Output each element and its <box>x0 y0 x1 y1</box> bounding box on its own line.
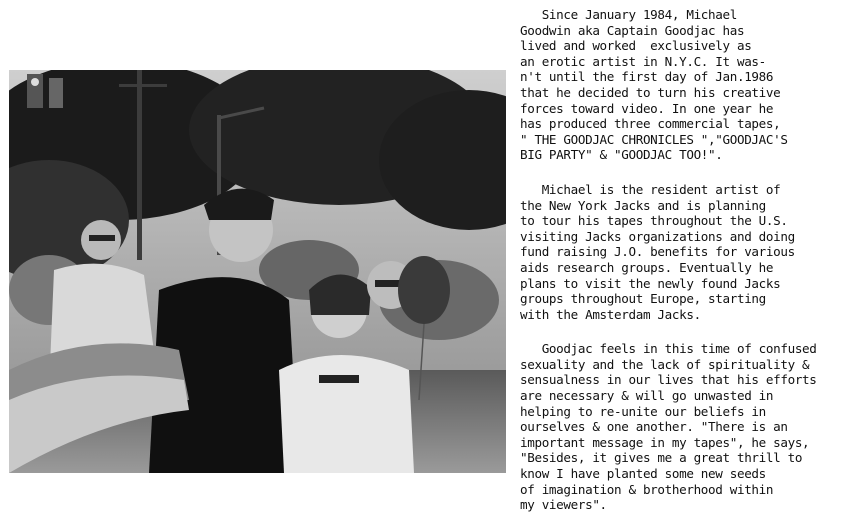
text-line: plans to visit the newly found Jacks <box>520 275 781 291</box>
text-line: my viewers". <box>520 497 607 513</box>
text-line: ourselves & one another. "There is an <box>520 419 788 435</box>
article-paragraph-1 <box>520 7 845 163</box>
text-line: has produced three commercial tapes, <box>520 116 781 132</box>
text-line: aids research groups. Eventually he <box>520 259 774 275</box>
text-line: Goodjac feels in this time of confused <box>520 341 817 357</box>
text-line: Goodwin aka Captain Goodjac has <box>520 22 745 38</box>
text-line: forces toward video. In one year he <box>520 100 774 116</box>
text-line: sensualness in our lives that his efforts <box>520 372 817 388</box>
text-line: are necessary & will go unwasted in <box>520 388 774 404</box>
text-line: important message in my tapes", he says, <box>520 434 810 450</box>
text-line: BIG PARTY" & "GOODJAC TOO!". <box>520 147 723 163</box>
text-line: groups throughout Europe, starting <box>520 291 766 307</box>
text-line: sexuality and the lack of spirituality & <box>520 356 810 372</box>
parade-photo-image <box>9 70 506 473</box>
text-line: "Besides, it gives me a great thrill to <box>520 450 803 466</box>
text-line: Michael is the resident artist of <box>520 181 781 197</box>
text-line: fund raising J.O. benefits for various <box>520 244 795 260</box>
text-line: visiting Jacks organizations and doing <box>520 228 795 244</box>
text-line: an erotic artist in N.Y.C. It was- <box>520 53 766 69</box>
text-line: with the Amsterdam Jacks. <box>520 306 701 322</box>
text-line: Since January 1984, Michael <box>520 7 737 22</box>
text-line: that he decided to turn his creative <box>520 84 781 100</box>
text-line: " THE GOODJAC CHRONICLES ","GOODJAC'S <box>520 131 788 147</box>
text-line: lived and worked exclusively as <box>520 38 752 54</box>
text-line: helping to re-unite our beliefs in <box>520 403 766 419</box>
parade-photo <box>9 70 506 473</box>
article-paragraph-3 <box>520 341 845 513</box>
text-line: of imagination & brotherhood within <box>520 481 774 497</box>
article-paragraph-2 <box>520 182 845 322</box>
text-line: n't until the first day of Jan.1986 <box>520 69 774 85</box>
text-line: the New York Jacks and is planning <box>520 197 766 213</box>
article-text-column <box>520 7 845 532</box>
text-line: know I have planted some new seeds <box>520 466 766 482</box>
text-line: to tour his tapes throughout the U.S. <box>520 213 788 229</box>
